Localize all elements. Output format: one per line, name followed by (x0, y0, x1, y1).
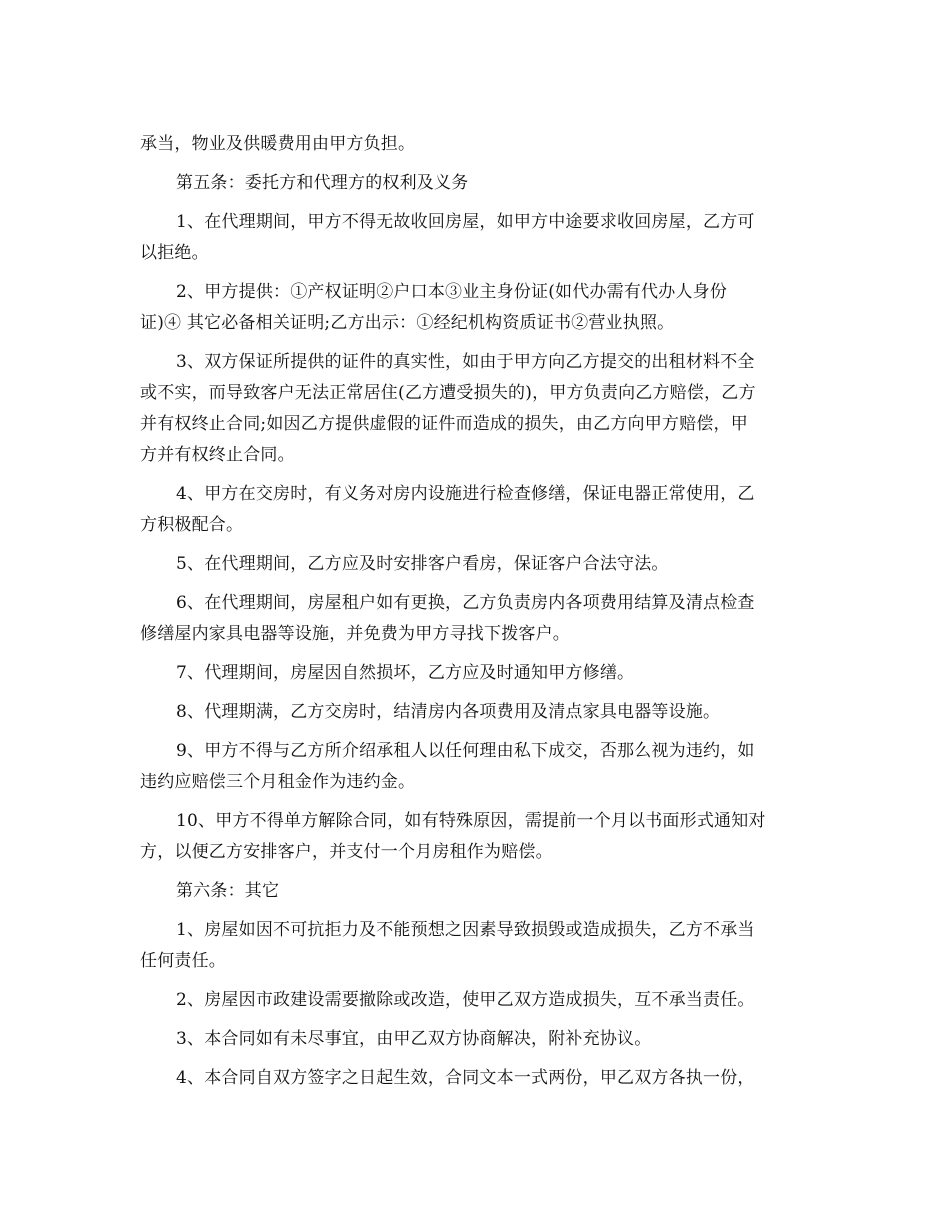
paragraph-line: 2、甲方提供：①产权证明②户口本③业主身份证(如代办需有代办人身份 (176, 282, 728, 302)
paragraph-line: 证)④ 其它必备相关证明;乙方出示：①经纪机构资质证书②营业执照。 (140, 313, 675, 333)
paragraph-line: 10、甲方不得单方解除合同，如有特殊原因，需提前一个月以书面形式通知对 (176, 811, 766, 831)
paragraph-line: 方积极配合。 (140, 515, 244, 535)
paragraph-line: 8、代理期满，乙方交房时，结清房内各项费用及清点家具电器等设施。 (176, 702, 721, 722)
paragraph-line: 2、房屋因市政建设需要撤除或改造，使甲乙双方造成损失，互不承当责任。 (176, 990, 755, 1010)
paragraph-line: 4、本合同自双方签字之日起生效，合同文本一式两份，甲乙双方各执一份， (176, 1068, 755, 1088)
section-heading-article-5: 第五条：委托方和代理方的权利及义务 (176, 173, 469, 193)
paragraph-line: 4、甲方在交房时，有义务对房内设施进行检查修缮，保证电器正常使用，乙 (176, 484, 755, 504)
paragraph-line: 方，以便乙方安排客户，并支付一个月房租作为赔偿。 (140, 842, 553, 862)
paragraph-line: 3、双方保证所提供的证件的真实性，如由于甲方向乙方提交的出租材料不全 (176, 352, 755, 372)
paragraph-line: 或不实，而导致客户无法正常居住(乙方遭受损失的)，甲方负责向乙方赔偿，乙方 (140, 383, 756, 403)
paragraph-line: 1、在代理期间，甲方不得无故收回房屋，如甲方中途要求收回房屋，乙方可 (176, 212, 755, 232)
paragraph-line: 并有权终止合同;如因乙方提供虚假的证件而造成的损失，由乙方向甲方赔偿，甲 (140, 414, 748, 434)
paragraph-line: 5、在代理期间，乙方应及时安排客户看房，保证客户合法守法。 (176, 554, 669, 574)
paragraph-line: 7、代理期间，房屋因自然损坏，乙方应及时通知甲方修缮。 (176, 663, 635, 683)
contract-text (140, 129, 820, 1094)
paragraph-line: 方并有权终止合同。 (140, 445, 295, 465)
paragraph-line: 任何责任。 (140, 951, 226, 971)
paragraph-line: 1、房屋如因不可抗拒力及不能预想之因素导致损毁或造成损失，乙方不承当 (176, 920, 755, 940)
section-heading-article-6: 第六条：其它 (176, 881, 280, 901)
paragraph-line: 修缮屋内家具电器等设施，并免费为甲方寻找下拨客户。 (140, 624, 570, 644)
paragraph-line: 违约应赔偿三个月租金作为违约金。 (140, 772, 416, 792)
paragraph-line: 3、本合同如有未尽事宜，由甲乙双方协商解决，附补充协议。 (176, 1029, 652, 1049)
paragraph-line: 承当，物业及供暖费用由甲方负担。 (140, 134, 416, 154)
paragraph-line: 6、在代理期间，房屋租户如有更换，乙方负责房内各项费用结算及清点检查 (176, 593, 755, 613)
paragraph-line: 9、甲方不得与乙方所介绍承租人以任何理由私下成交，否那么视为违约，如 (176, 741, 755, 761)
paragraph-line: 以拒绝。 (140, 243, 209, 263)
